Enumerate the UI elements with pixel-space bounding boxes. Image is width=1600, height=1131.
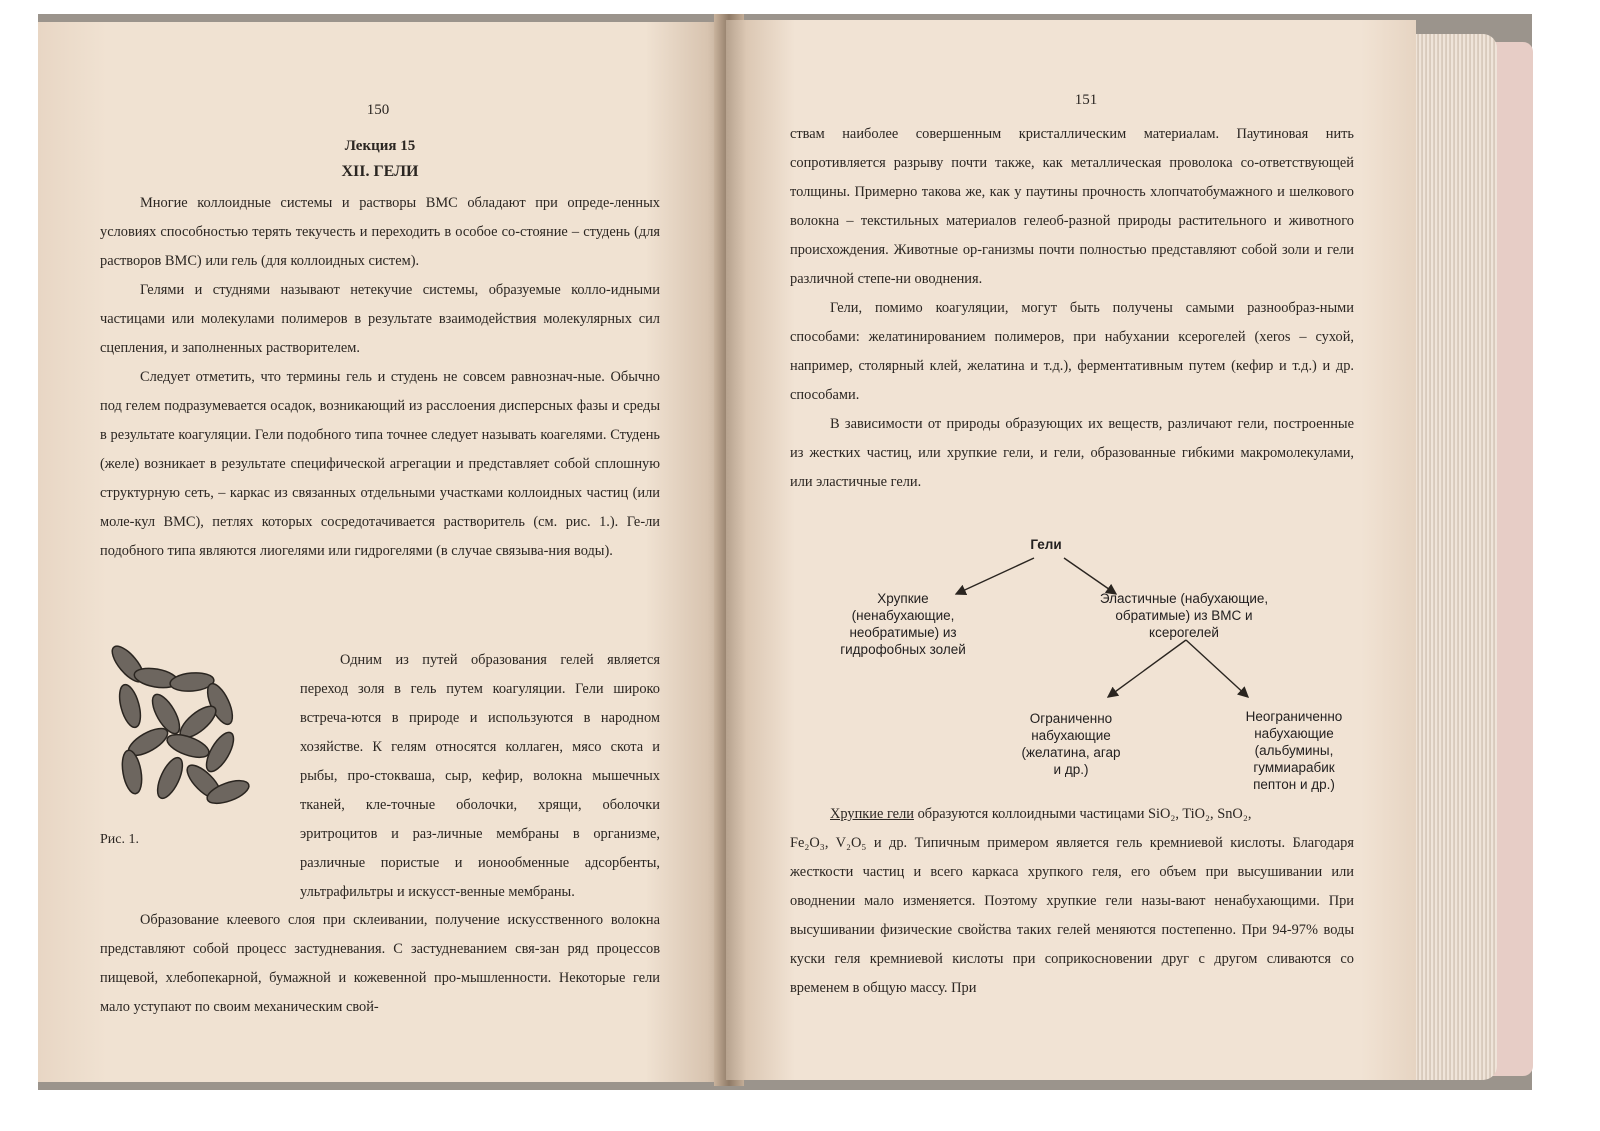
gel-classification-diagram [816, 532, 1356, 802]
page-number: 151 [1074, 92, 1098, 108]
paragraph [790, 800, 1354, 829]
paragraph-line: образуются коллоидными частицами SiO₂, TiO₂, SnO₂, [913, 806, 1252, 822]
paragraph: Fe₂O₃, V₂O₅ и др. Типичным примером является гель кремниевой кислоты. Благодаря жесткости частиц и всего каркаса хрупкого геля, его объем при высушивании или оводнении мало изменяется. Поэтому хрупкие гели назы-вают ненабухающими. При высушивании физические свойства таких гелей меняются постепенно. При 94-97% воды куски геля кремниевой кислоты при соприкосновении друг с другом сливаются со временем в общую массу. При [790, 835, 1354, 996]
page-edges [1411, 34, 1497, 1080]
diagram-limited: Ограниченно набухающие (желатина, агар и др.) [1021, 711, 1121, 777]
page-number: 150 [366, 102, 390, 118]
paragraph: Одним из путей образования гелей является переход золя в гель путем коагуляции. Гели широко встреча-ются в природе и используются в народном хозяйстве. К гелям относятся коллаген, мясо скота и рыбы, про-стокваша, сыр, кефир, волокна мышечных тканей, кле-точные оболочки, хрящи, оболочки эритроцитов и раз-личные мембраны в организме, различные пористые и ионообменные адсорбенты, ультрафильтры и искусст-венные мембраны. [300, 652, 660, 900]
paragraph: Многие коллоидные системы и растворы ВМС обладают при опреде-ленных условиях способностью терять текучесть и переходить в особое со-стояние – студень (для растворов ВМС) или гель (для коллоидных систем). [100, 195, 660, 269]
paragraph: Гелями и студнями называют нетекучие системы, образуемые колло-идными частицами или молекулами полимеров в результате взаимодействия молекулярных сил сцепления, и заполненных растворителем. [100, 282, 660, 356]
left-page [38, 22, 728, 1082]
diagram-elastic: Эластичные (набухающие, обратимые) из ВМС и ксерогелей [1099, 591, 1269, 640]
paragraph: ствам наиболее совершенным кристаллическим материалам. Паутиновая нить сопротивляется разрыву почти также, как металлическая проволока со-ответствующей толщины. Примерно такова же, как у паутины прочность хлопчатобумажного и шелкового волокна – текстильных материалов гелеоб-разной природы растительного и животного происхождения. Животные ор-ганизмы почти полностью представляют собой золи и гели различной степе-ни оводнения. [790, 126, 1354, 287]
paragraph: В зависимости от природы образующих их веществ, различают гели, построенные из жестких частиц, или хрупкие гели, и гели, образованные гибкими макромолекулами, или эластичные гели. [790, 416, 1354, 490]
book-spread [38, 14, 1532, 1090]
diagram-unlimited: Неограниченно набухающие (альбумины, гуммиарабик пептон и др.) [1245, 709, 1343, 792]
paragraph: Следует отметить, что термины гель и студень не совсем равнознач-ные. Обычно под гелем подразумевается осадок, возникающий из расслоения дисперсных фазы и среды в результате коагуляции. Гели подобного типа точнее следует называть коагелями. Студень (желе) возникает в результате специфической агрегации и представляет собой сплошную структурную сеть, – каркас из связанных отдельными участками коллоидных частиц (или моле-кул ВМС), петлях которых сосредотачивается растворитель (см. рис. 1.). Ге-ли подобного типа являются лиогелями или гидрогелями (в случае связыва-ния воды). [100, 369, 660, 559]
right-page [726, 20, 1416, 1080]
diagram-root: Гели [1030, 537, 1062, 552]
cover-edge [1493, 42, 1533, 1076]
chapter-title: XII. ГЕЛИ [341, 163, 419, 180]
lecture-title: Лекция 15 [344, 138, 416, 154]
brittle-gels-term: Хрупкие гели [830, 806, 914, 822]
paragraph: Гели, помимо коагуляции, могут быть получены самыми разнообраз-ными способами: желатинированием полимеров, при набухании ксерогелей (xeros – сухой, например, столярный клей, желатина и т.д.), ферментативным путем (кефир и т.д.) и др. способами. [790, 300, 1354, 403]
paragraph: Образование клеевого слоя при склеивании, получение искусственного волокна представляют собой процесс застудневания. С застудневанием свя-зан ряд процессов пищевой, хлебопекарной, бумажной и кожевенной про-мышленности. Некоторые гели мало уступают по своим механическим свой- [100, 912, 660, 1015]
diagram-brittle: Хрупкие (ненабухающие, необратимые) из гидрофобных золей [840, 591, 966, 657]
gel-network-figure [108, 642, 258, 812]
figure-caption: Рис. 1. [100, 832, 139, 847]
